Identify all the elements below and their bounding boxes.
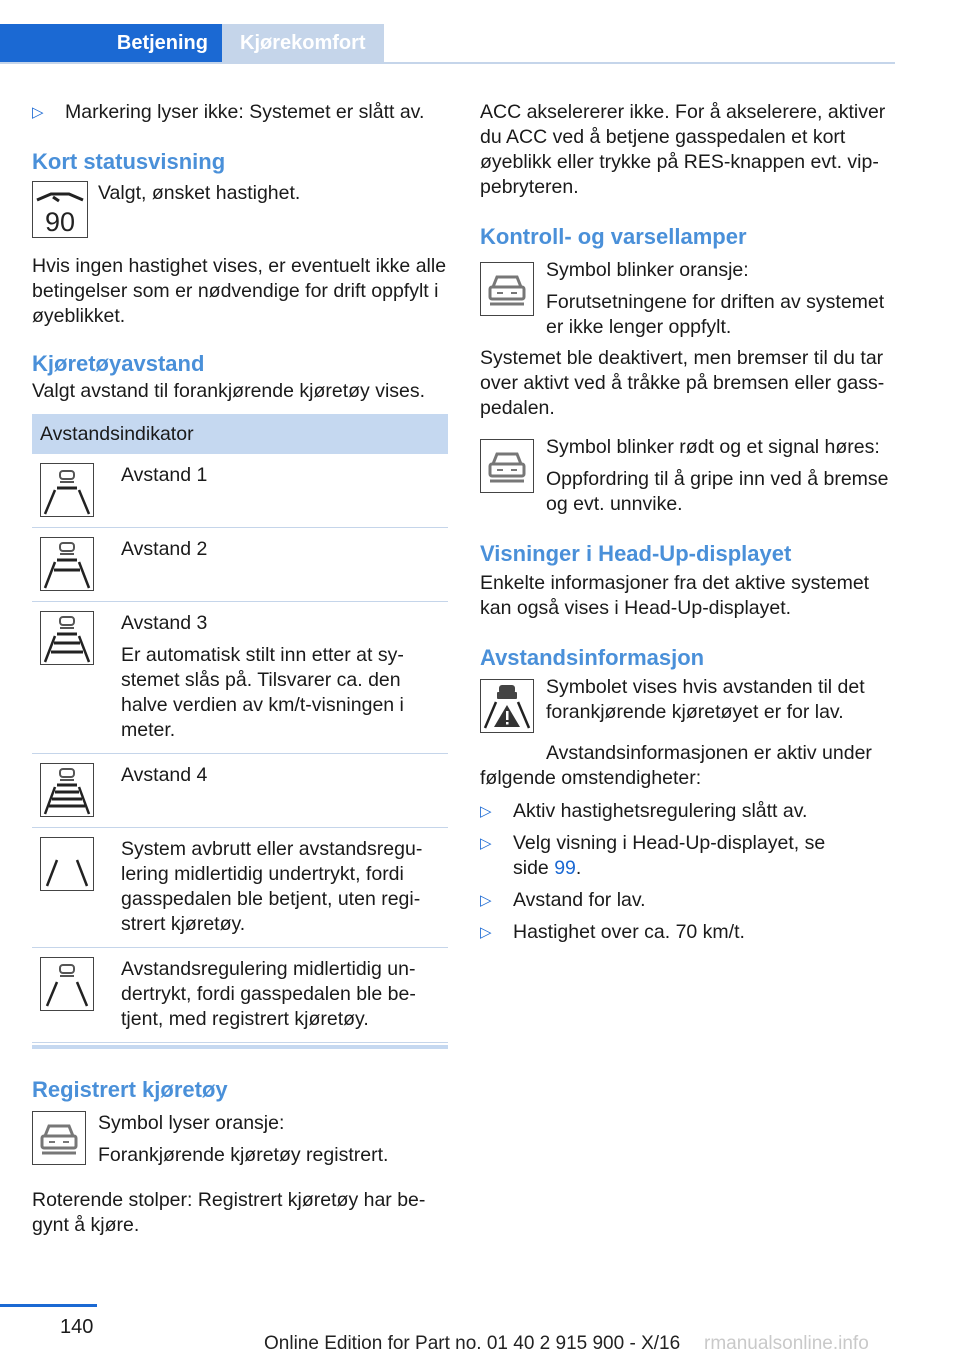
watermark: rmanualsonline.info: [704, 1333, 869, 1354]
table-row: [32, 828, 448, 948]
bullet-text: Velg visning i Head-Up-displayet, se side 99.: [513, 832, 826, 879]
distance-warning-icon: [480, 679, 534, 733]
info-line-2: Avstandsinformasjonen er aktiv under følgende omstendigheter:: [480, 742, 872, 789]
page-number: 140: [60, 1316, 94, 1338]
warning-2-line-1: Symbol blinker rødt og et signal høres:: [546, 436, 880, 458]
speed-90-icon: [32, 181, 88, 238]
warning-row-2: [480, 435, 898, 517]
vehicle-warning-orange-icon: [480, 262, 534, 316]
page-link[interactable]: 99: [554, 857, 576, 879]
bullet-text: Hastighet over ca. 70 km/t.: [513, 921, 745, 943]
distance-1-icon: [40, 463, 94, 517]
table-header: Avstandsindikator: [32, 414, 448, 454]
tab-kjorekomfort[interactable]: Kjørekomfort: [222, 24, 384, 62]
row-label: Avstand 1: [121, 464, 208, 486]
para-distance: Valgt avstand til forankjørende kjøretøy vises.: [32, 380, 426, 402]
left-column: [32, 100, 448, 1238]
list-item: [480, 920, 898, 945]
triangle-bullet-icon: ▷: [480, 803, 492, 820]
table-cell: [121, 463, 448, 517]
row-label: Avstand 3: [121, 612, 208, 634]
row-label: Avstand 4: [121, 764, 208, 786]
info-row: [480, 675, 898, 733]
table-row: [32, 528, 448, 602]
heading-kjoretoyavstand: Kjøretøyavstand: [32, 351, 205, 376]
heading-kontroll-varsellamper: Kontroll- og varsellamper: [480, 224, 747, 249]
table-row: [32, 948, 448, 1043]
bullet-text: Avstand for lav.: [513, 889, 646, 911]
row-label: Avstandsregulering midlertidig undertrykt, fordi gasspedalen ble betjent, med registrert kjøretøy.: [121, 958, 416, 1030]
vehicle-lanes-icon: [40, 957, 94, 1011]
row-note: Er automatisk stilt inn etter at systemet slås på. Tilsvarer ca. den halve verdien av km/t-visningen i meter.: [121, 644, 404, 741]
para-rotating: Roterende stolper: Registrert kjøretøy har begynt å kjøre.: [32, 1189, 426, 1236]
info-bullet-list: [480, 799, 898, 945]
heading-avstandsinformasjon: Avstandsinformasjon: [480, 645, 705, 670]
registered-line-1: Symbol lyser oransje:: [98, 1112, 285, 1134]
side-prefix: side: [513, 857, 549, 879]
speed-value: 90: [44, 207, 76, 237]
bullet-item: [32, 100, 448, 125]
lanes-only-icon: [40, 837, 94, 891]
distance-2-icon: [40, 537, 94, 591]
status-text: Valgt, ønsket hastighet.: [98, 182, 301, 204]
warning-row-1: [480, 258, 898, 340]
table-cell: [121, 611, 448, 743]
para-no-speed: Hvis ingen hastighet vises, er eventuelt ikke alle betingelser som er nødvendige for drift oppfylt i øyeblikket.: [32, 255, 447, 327]
vehicle-warning-red-icon: [480, 439, 534, 493]
table-cell: [121, 837, 448, 937]
distance-3-icon: [40, 611, 94, 665]
registered-row: [32, 1111, 448, 1168]
heading-registrert-kjoretoy: Registrert kjøretøy: [32, 1077, 228, 1102]
table-cell: [121, 537, 448, 591]
triangle-bullet-icon: ▷: [32, 104, 44, 121]
row-label: System avbrutt eller avstandsregulering midlertidig undertrykt, fordi gasspedalen ble betjent, uten registrert kjøretøy.: [121, 838, 423, 935]
list-item: [480, 888, 898, 913]
table-end-rule: [32, 1045, 448, 1049]
bullet-text: Markering lyser ikke: Systemet er slått av.: [65, 101, 425, 123]
warning-2-text: [546, 435, 898, 517]
triangle-bullet-icon: ▷: [480, 892, 492, 909]
triangle-bullet-icon: ▷: [480, 924, 492, 941]
list-item: [480, 799, 898, 824]
table-cell: [121, 957, 448, 1032]
para-acc: ACC akselererer ikke. For å akselerere, aktiver du ACC ved å betjene gasspedalen et kort øyeblikk eller trykke på RES-knappen evt. vippebryteren.: [480, 101, 886, 198]
table-row: [32, 754, 448, 828]
para-deactivated: Systemet ble deaktivert, men bremser til du tar over aktivt ved å tråkke på bremsen eller gasspedalen.: [480, 347, 885, 419]
warning-1-text: [546, 258, 898, 340]
warning-1-line-2: Forutsetningene for driften av systemet er ikke lenger oppfylt.: [546, 291, 885, 338]
heading-head-up-display: Visninger i Head-Up-displayet: [480, 541, 792, 566]
tab-betjening[interactable]: Betjening: [0, 24, 222, 62]
list-item: [480, 831, 898, 881]
registered-line-2: Forankjørende kjøretøy registrert.: [98, 1144, 389, 1166]
warning-2-line-2: Oppfordring til å gripe inn ved å bremse og evt. unnvike.: [546, 468, 889, 515]
triangle-bullet-icon: ▷: [480, 835, 492, 852]
row-label: Avstand 2: [121, 538, 208, 560]
vehicle-detected-icon: [32, 1111, 86, 1165]
status-row: [32, 181, 448, 238]
table-row: [32, 602, 448, 754]
edition-text: Online Edition for Part no. 01 40 2 915 900 - X/16: [264, 1333, 681, 1354]
footer-rule: [0, 1304, 97, 1307]
right-column: [480, 100, 898, 945]
table-row: [32, 454, 448, 528]
warning-1-line-1: Symbol blinker oransje:: [546, 259, 749, 281]
distance-4-icon: [40, 763, 94, 817]
registered-text: [98, 1111, 388, 1168]
bullet-text-main: Velg visning i Head-Up-displayet, se: [513, 832, 826, 854]
bullet-text: Aktiv hastighetsregulering slått av.: [513, 800, 808, 822]
table-cell: [121, 763, 448, 817]
distance-table: [32, 414, 448, 1049]
info-line-1: Symbolet vises hvis avstanden til det forankjørende kjøretøyet er for lav.: [546, 676, 865, 723]
info-text: [546, 675, 898, 733]
para-hud: Enkelte informasjoner fra det aktive systemet kan også vises i Head-Up-displayet.: [480, 572, 870, 619]
header-tabbar: [0, 24, 895, 64]
heading-kort-statusvisning: Kort statusvisning: [32, 149, 226, 174]
